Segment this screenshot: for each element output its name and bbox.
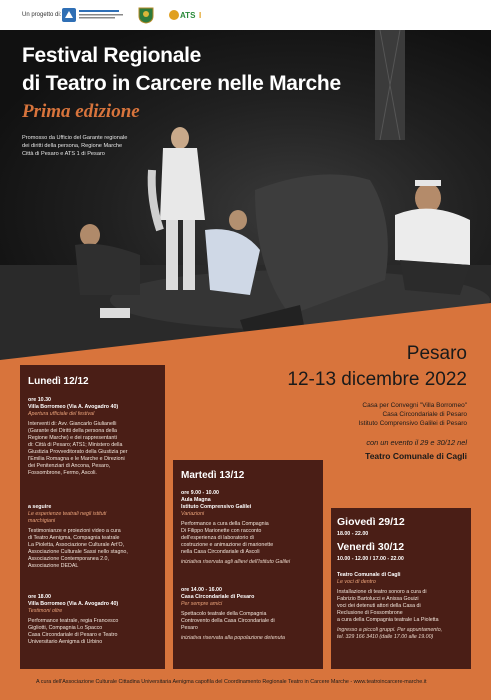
event-caption: marchigiani [28,518,56,525]
day-heading: Lunedì 12/12 [28,376,89,387]
event-opening [28,397,160,477]
event-text-line: l'Emilia Romagna e le Marche e Direzioni [28,456,125,463]
promoters-line: Città di Pesaro e ATS 1 di Pesaro [22,151,105,158]
logo-bar [0,0,491,30]
event-place: Villa Borromeo (Via A. Avogadro 40) [28,404,119,411]
event-text-line: Installazione di teatro sonoro a cura di [337,589,427,596]
event-note: tel. 329 166 3410 (dalle 17.00 alle 19.00) [337,634,434,641]
event-text-line: Spettacolo teatrale della Compagnia [181,611,267,618]
event-place: Villa Borromeo (Via A. Avogadro 40) [28,601,119,608]
event-note: iniziativa riservata agli allievi dell'Istituto Galilei [181,559,291,566]
event-text-line: Pesaro [181,625,198,632]
event-caption: Apertura ufficiale del festival [28,411,95,418]
event-time: a seguire [28,504,52,510]
event-text-line: Performance teatrale, regia Francesco [28,618,119,625]
regione-marche-crest [136,6,156,24]
footer [0,669,491,700]
edition-subtitle: Prima edizione [22,101,140,122]
event-text-line: voci dei detenuti attori della Casa di [337,603,421,610]
promoters-line: Promosso da Ufficio del Garante regionale [22,135,128,141]
event-text-line: Fossombrone, Fermo, Ascoli. [28,470,97,477]
event-caption: Variazioni [181,511,205,518]
event-caption: Testimoni oltre [28,608,63,615]
event-text-line: Universitario Aenigma di Urbino [28,639,103,646]
ats-logo [168,6,206,24]
event-text-line: (Garante dei Diritti della persona della [28,428,117,435]
event-time: ore 10.30 [28,397,51,403]
event-text-line: Performance a cura della Compagnia [181,521,269,528]
footer-credits: A cura dell'Associazione Culturale Cittadina Universitaria Aenigma capofila del Coordinamento Regionale Teatro in Carcere Marche - www.teatroincarcere-marche.it [36,679,427,685]
event-caption: Le esperienze teatrali negli istituti [28,511,107,518]
event-text-line: Associazione Culturale Sassi nello stagno, [28,549,128,556]
day-heading: Venerdì 30/12 [337,541,405,553]
day-heading: Giovedì 29/12 [337,516,405,528]
event-text-line: Casa Circondariale di Pesaro e Teatro [28,632,118,639]
event-text-line: Giustizia Provveditorato della Giustizia per [28,449,128,456]
event-time: ore 9.00 - 10.00 [181,490,219,496]
extra-event-line: con un evento il 29 e 30/12 nel [366,438,467,447]
promoters-line: dei diritti della persona, Regione Marche [22,143,123,150]
event-text-line: di: Città di Pesaro; ATS1; Ministero della [28,442,123,449]
event-text-line: Associazione Contemporanea 2.0, [28,556,109,563]
program-monday [20,365,165,669]
festival-title-line1: Festival Regionale [22,44,201,67]
event-text-line: costruzione e animazione di marionette [181,542,274,549]
event-text-line: Associazione DEDAL [28,563,79,570]
event-text-line: di Teatro Aenigma, Compagnia teatrale [28,535,120,542]
event-place: Istituto Comprensivo Galilei [181,504,252,511]
event-text-line: La Pioletta, Associazione Culturale Art'O, [28,542,125,549]
event-text-line: a cura della Compagnia teatrale La Pioletta [337,617,439,624]
event-caption: Per sempre amici [181,601,223,608]
festival-title-line2: di Teatro in Carcere nelle Marche [22,72,341,95]
program-cagli [331,508,471,669]
event-text-line: Reclusione di Fossombrone [337,610,403,617]
svg-text:I: I [199,11,202,20]
venue-item: Casa per Convegni "Villa Borromeo" [362,402,467,409]
event-variazioni [181,490,317,566]
venue-item: Istituto Comprensivo Galilei di Pesaro [358,419,467,427]
extra-event-venue: Teatro Comunale di Cagli [365,451,467,461]
event-note: iniziativa riservata alla popolazione detenuta [181,635,285,642]
event-text-line: Fabrizio Bartolucci e Anissa Gouizi [337,596,419,603]
event-place: Casa Circondariale di Pesaro [181,594,255,601]
promoters-text [22,134,172,158]
event-text-line: Controvento della Casa Circondariale di [181,618,275,625]
svg-text:ATS: ATS [180,11,196,20]
day-time: 18.00 - 22.00 [337,531,369,537]
event-place: Aula Magna [181,497,211,504]
event-note: Ingresso a piccoli gruppi. Per appuntamento, [337,627,443,634]
event-per-sempre-amici [181,587,317,642]
garante-logo [62,6,126,24]
festival-dates: 12-13 dicembre 2022 [287,369,467,390]
venues-list [359,402,467,428]
event-text-line: dei Penitenziari di Ancona, Pesaro, [28,463,111,470]
event-time: ore 14.00 - 16.00 [181,587,222,593]
event-place: Teatro Comunale di Cagli [337,572,401,578]
event-text-line: Gigliotti, Compagnia Lo Spacco [28,625,103,632]
city-name: Pesaro [406,343,467,364]
event-experiences [28,504,160,570]
event-text-line: Testimonianze e proiezioni video a cura [28,528,121,535]
day-time: 10.00 - 12.00 / 17.00 - 22.00 [337,556,404,562]
day-heading: Martedì 13/12 [181,470,245,481]
event-text-line: nella Casa Circondariale di Ascoli [181,549,260,556]
event-testimoni [28,594,160,646]
event-text-line: Regione Marche) e dei rappresentanti [28,435,117,442]
event-time: ore 18.00 [28,594,51,600]
program-tuesday [173,460,323,669]
event-text-line: Interventi di: Avv. Giancarlo Giulianelli [28,421,117,428]
venue-item: Casa Circondariale di Pesaro [382,410,467,418]
event-text-line: Di Filippo Marionette con racconto [181,528,262,535]
project-label: Un progetto di: [22,12,62,18]
event-caption: Le voci di dentro [337,579,376,586]
event-voci-di-dentro [337,572,465,641]
event-text-line: dell'esperienza di laboratorio di [181,535,254,542]
